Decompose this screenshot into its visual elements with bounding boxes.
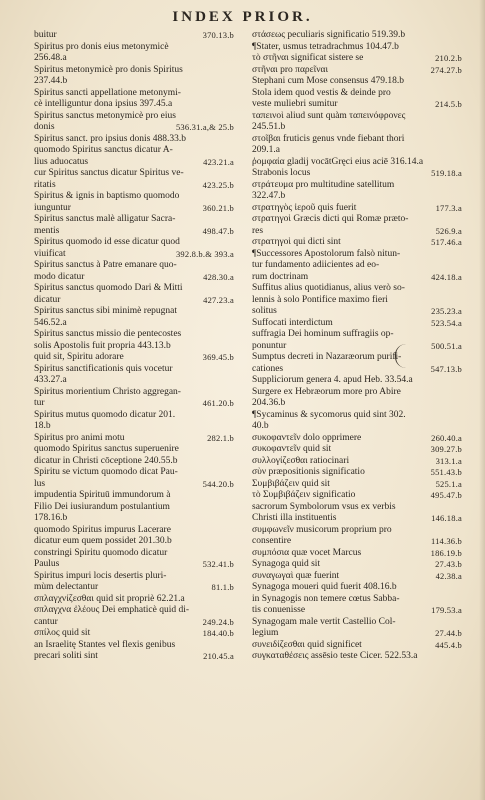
index-entry-text: viuificat (34, 248, 66, 259)
index-entry-text: συκοφαντεῖν quid sit (252, 444, 332, 454)
index-entry-reference: 370.13.b (202, 30, 234, 40)
index-entry-text: Spiritus pro donis eius metonymicè (34, 41, 169, 52)
index-entry-text: Synagogam male vertit Castellio Col- (252, 616, 396, 627)
index-entry-reference: 249.24.b (202, 616, 234, 627)
index-entry (34, 479, 234, 491)
index-entry (252, 122, 462, 134)
index-entry (252, 640, 462, 652)
index-entry (252, 180, 462, 192)
index-entry-reference: 495.47.b (430, 490, 462, 500)
index-entry (34, 191, 234, 203)
index-entry-reference: 260.40.a (431, 432, 462, 443)
index-entry-text: Spiritus quomodo id esse dicatur quod (34, 237, 180, 247)
index-entry-text: in Synagogis non temere cœtus Sabba- (252, 593, 400, 604)
index-entry (252, 226, 462, 238)
index-entry (34, 387, 234, 399)
index-entry (252, 191, 462, 203)
index-entry-text: συνειδίζεσθαι quid significet (252, 639, 362, 650)
index-entry-text: Συμβιβάζειν quid sit (252, 478, 330, 489)
index-entry (34, 605, 234, 617)
index-entry-text: Spiritus mutus quomodo dicatur 201. (34, 409, 176, 420)
index-entry (34, 122, 234, 134)
index-entry-text: donis (34, 122, 55, 132)
index-entry-text: Spiritu se victum quomodo dicat Pau- (34, 467, 178, 477)
index-entry-text: Stephani cum Mose consensus 479.18.b (252, 76, 404, 86)
index-entry (252, 364, 462, 376)
index-entry-reference: 536.31.a,& 25.b (175, 122, 234, 132)
index-entry (252, 99, 462, 111)
index-entry-reference: 500.51.a (431, 340, 462, 351)
index-entry (252, 651, 462, 663)
index-entry (34, 111, 234, 123)
index-entry (34, 559, 234, 571)
index-entry (34, 214, 234, 226)
index-entry-text: στρατηγοὶ qui dicti sint (252, 237, 341, 247)
index-entry (252, 548, 462, 560)
index-entry (252, 318, 462, 330)
index-entry-text: dicatur (34, 294, 61, 305)
index-entry-text: Filio Dei iusiurandum postulantium (34, 501, 170, 512)
index-entry (252, 375, 462, 387)
index-entry (34, 134, 234, 146)
index-entry-text: συκοφαντεῖν dolo opprimere (252, 432, 362, 443)
index-entry (34, 410, 234, 422)
index-entry-text: Surgere ex Hebræorum more pro Abire (252, 386, 401, 397)
index-entry (34, 157, 234, 169)
index-entry-reference: 146.18.a (431, 513, 462, 523)
index-column-left (34, 30, 234, 663)
index-entry-text: στοῖβαι fruticis genus vnde fiebant thori (252, 133, 405, 144)
index-entry-text: lius aduocatus (34, 156, 89, 167)
index-entry (34, 42, 234, 54)
index-entry (252, 490, 462, 502)
index-entry (34, 571, 234, 583)
index-entry-text: dicatur eum quem possidet 201.30.b (34, 536, 172, 546)
index-entry-reference: 526.9.a (435, 225, 462, 236)
index-entry-reference: 392.8.b.& 393.a (175, 248, 234, 259)
index-entry-text: Suppliciorum genera 4. apud Heb. 33.54.a (252, 375, 413, 385)
index-entry-text: mentis (34, 225, 60, 236)
index-entry (34, 467, 234, 479)
index-entry-text: 256.48.a (34, 53, 67, 63)
index-entry-text: Stola idem quod vestis & deinde pro (252, 87, 391, 98)
index-entry (34, 76, 234, 88)
index-entry (252, 525, 462, 537)
index-entry (252, 329, 462, 341)
index-entry-reference: 274.27.b (430, 64, 462, 75)
index-entry-text: ¶Successores Apostolorum falsò nitun- (252, 248, 401, 259)
index-entry-text: στράτευμα pro multitudine satellitum (252, 179, 395, 190)
index-entry-text: cè intelliguntur dona ipsius 397.45.a (34, 99, 173, 109)
index-entry-text: Suffitus alius quotidianus, alius verò so- (252, 283, 405, 293)
index-entry (34, 306, 234, 318)
index-entry (34, 65, 234, 77)
index-entry-text: Spiritus sanctificationis quis vocetur (34, 363, 173, 374)
index-entry-reference: 309.27.b (430, 444, 462, 454)
index-entry-text: 322.47.b (252, 191, 286, 201)
index-entry-reference: 27.43.b (435, 559, 462, 569)
index-entry-reference: 532.41.b (202, 559, 234, 569)
index-entry-text: Suffocati interdictum (252, 317, 333, 328)
index-entry-text: ponuntur (252, 340, 287, 351)
index-entry-reference: 547.13.b (430, 363, 462, 374)
index-entry-text: 237.44.b (34, 76, 68, 86)
index-entry-text: quid sit, Spiritu adorare (34, 352, 124, 362)
index-entry-text: precari soliti sint (34, 651, 98, 661)
index-entry-text: σπλαγχνα ἐλέους Dei emphaticè quid di- (34, 605, 190, 615)
index-entry (34, 364, 234, 376)
index-entry (34, 88, 234, 100)
index-entry (252, 421, 462, 433)
index-entry-reference: 428.30.a (203, 271, 234, 282)
index-entry-text: συλλογίζεσθαι ratiocinari (252, 455, 350, 466)
index-entry-text: quomodo Spiritus impurus Lacerare (34, 524, 171, 535)
index-entry-text: suffragia Dei hominum suffragiis op- (252, 329, 394, 339)
index-entry (252, 272, 462, 284)
index-entry (34, 99, 234, 111)
index-entry (252, 88, 462, 100)
index-entry (34, 53, 234, 65)
index-entry-text: quomodo Spiritus sanctus superuenire (34, 444, 179, 454)
index-entry-text: Spiritus sancti appellatione metonymi- (34, 87, 181, 98)
index-entry-text: tis conuenisse (252, 605, 306, 615)
index-entry-reference: 525.1.a (435, 478, 462, 489)
index-entry-text: cantur (34, 616, 58, 627)
index-entry (252, 605, 462, 617)
index-entry-text: σπλαγχνίζεσθαι quid sit propriè 62.21.a (34, 593, 185, 604)
index-entry (34, 237, 234, 249)
index-entry-text: Christi illa instituentis (252, 513, 337, 523)
index-entry-text: modo dicatur (34, 271, 85, 282)
index-entry-text: Synagoga quid sit (252, 559, 321, 569)
index-entry-reference: 114.36.b (430, 536, 462, 546)
index-entry-reference: 427.23.a (203, 294, 234, 305)
index-entry-text: συναγωγαὶ quæ fuerint (252, 570, 340, 581)
index-entry-reference: 282.1.b (207, 432, 234, 443)
index-entry-reference: 423.21.a (203, 156, 234, 167)
index-entry (252, 628, 462, 640)
index-entry-text: Spiritus & ignis in baptismo quomodo (34, 191, 180, 201)
index-entry (252, 352, 462, 364)
index-entry (252, 582, 462, 594)
index-entry (252, 617, 462, 629)
index-entry-text: legium (252, 628, 279, 638)
index-entry (34, 168, 234, 180)
index-entry-text: τὸ Συμβιβάζειν significatio (252, 490, 356, 500)
index-entry-text: sacrorum Symbolorum vsus ex verbis (252, 501, 396, 512)
index-entry (34, 444, 234, 456)
index-entry-text: iunguntur (34, 202, 71, 213)
index-entry-text: Spiritus sanctus sibi minimè repugnat (34, 306, 178, 316)
index-entry (252, 260, 462, 272)
index-entry-reference: 313.1.a (435, 455, 462, 466)
index-entry-text: cationes (252, 363, 284, 374)
index-entry-text: an Israelitę Stantes vel flexis genibus (34, 639, 176, 650)
index-entry (252, 433, 462, 445)
index-entry-text: 40.b (252, 421, 269, 431)
index-entry-text: dicatur in Christi cōceptione 240.55.b (34, 455, 178, 466)
index-entry-text: rum doctrinam (252, 271, 309, 282)
index-entry (252, 283, 462, 295)
index-entry-reference: 360.21.b (202, 202, 234, 213)
index-entry (34, 548, 234, 560)
index-entry-text: Spiritus metonymicè pro donis Spiritus (34, 64, 183, 75)
index-entry-reference: 519.18.a (431, 168, 462, 178)
index-entry-reference: 544.20.b (202, 478, 234, 489)
index-entry-reference: 184.40.b (202, 628, 234, 638)
index-entry (252, 536, 462, 548)
index-entry (34, 375, 234, 387)
index-entry-reference: 81.1.b (211, 582, 234, 592)
index-entry-text: quomodo Spiritus sanctus dicatur A- (34, 145, 173, 155)
index-entry (34, 341, 234, 353)
index-entry-text: Spiritus sanctus malè alligatur Sacra- (34, 214, 176, 224)
index-entry-reference: 210.2.b (435, 53, 462, 63)
index-entry-text: res (252, 225, 264, 236)
index-entry-text: solitus (252, 306, 277, 316)
index-column-right (252, 30, 462, 663)
index-entry (34, 226, 234, 238)
index-entry (252, 157, 462, 169)
index-entry (252, 30, 462, 42)
index-entry (252, 111, 462, 123)
index-entry-text: Spiritus pro animi motu (34, 432, 125, 443)
index-entry-text: στῆναι pro παρεῖναι (252, 64, 329, 75)
index-entry-text: ταπεινοὶ aliud sunt quàm ταπεινόφρονες (252, 110, 406, 121)
index-entry (252, 42, 462, 54)
index-entry-text: Sumptus decreti in Nazaræorum purifi- (252, 352, 402, 362)
index-entry-text: Paulus (34, 559, 60, 569)
index-entry-text: Spiritus morientium Christo aggregan- (34, 386, 181, 397)
index-entry (252, 203, 462, 215)
index-entry (252, 594, 462, 606)
index-entry-text: στάσεως peculiaris significatio 519.39.b (252, 30, 406, 40)
index-entry (252, 214, 462, 226)
index-entry-text: ¶Stater, usmus tetradrachmus 104.47.b (252, 41, 399, 52)
index-entry-text: 178.16.b (34, 513, 68, 523)
index-entry (34, 582, 234, 594)
index-entry-text: solis Apostolis fuit propria 443.13.b (34, 340, 171, 351)
index-entry (34, 433, 234, 445)
index-entry-text: buitur (34, 30, 57, 40)
index-entry-text: tur fundamento adiicientes ad eo- (252, 260, 380, 270)
page-title: INDEX PRIOR. (172, 9, 313, 25)
index-entry-text: τὸ στῆναι significat sistere se (252, 53, 364, 63)
index-entry (252, 341, 462, 353)
index-entry (252, 249, 462, 261)
index-entry (34, 295, 234, 307)
index-entry-text: Spiritus sanct. pro ipsius donis 488.33.b (34, 133, 187, 144)
index-entry (34, 283, 234, 295)
index-entry (252, 168, 462, 180)
index-entry (252, 306, 462, 318)
index-entry (252, 237, 462, 249)
index-entry (34, 260, 234, 272)
index-entry (34, 594, 234, 606)
index-entry (252, 398, 462, 410)
index-entry (34, 617, 234, 629)
index-entry (252, 145, 462, 157)
index-entry-text: ¶Sycaminus & sycomorus quid sint 302. (252, 409, 406, 420)
index-entry (252, 479, 462, 491)
index-entry-text: impudentia Spirituū immundorum à (34, 490, 171, 500)
index-entry-text: ritatis (34, 179, 56, 190)
index-entry (252, 53, 462, 65)
index-entry-reference: 210.45.a (203, 651, 234, 661)
index-entry-text: 433.27.a (34, 375, 67, 385)
index-entry (252, 134, 462, 146)
index-entry-reference: 177.3.a (435, 202, 462, 213)
index-entry (34, 536, 234, 548)
index-entry (34, 525, 234, 537)
index-entry-reference: 551.43.b (430, 467, 462, 477)
index-entry (34, 145, 234, 157)
index-entry-text: lus (34, 478, 46, 489)
index-entry-reference: 523.54.a (431, 317, 462, 328)
index-entry-reference: 27.44.b (435, 628, 462, 638)
index-entry (34, 421, 234, 433)
index-entry-text: συμπόσια quæ vocet Marcus (252, 547, 362, 558)
index-entry-text: στρατηγὸς ἱεροῦ quis fuerit (252, 202, 357, 213)
index-entry (34, 628, 234, 640)
index-entry-text: 245.51.b (252, 122, 286, 132)
index-entry-reference: 42.38.a (435, 570, 462, 581)
index-entry (34, 502, 234, 514)
index-entry-reference: 517.46.a (431, 237, 462, 247)
index-entry (34, 329, 234, 341)
index-entry-reference: 369.45.b (202, 352, 234, 362)
index-entry (252, 571, 462, 583)
index-entry-text: ῥομφαία gladij vocātGręci eius aciē 316.14.a (252, 156, 424, 167)
index-entry-text: σὺν præpositionis significatio (252, 467, 365, 477)
index-entry (252, 444, 462, 456)
index-entry-text: 204.36.b (252, 398, 286, 408)
index-entry (252, 387, 462, 399)
index-entry-reference: 186.19.b (430, 547, 462, 558)
index-entry-text: Synagoga moueri quid fuerit 408.16.b (252, 582, 397, 592)
index-entry (34, 249, 234, 261)
index-entry (252, 513, 462, 525)
index-entry-text: 18.b (34, 421, 51, 431)
index-entry (252, 502, 462, 514)
index-entry (34, 180, 234, 192)
index-entry-reference: 498.47.b (202, 225, 234, 236)
index-entry (252, 559, 462, 571)
index-entry (34, 640, 234, 652)
index-entry-text: Spiritus sanctus quomodo Dari & Mitti (34, 283, 183, 293)
index-entry (34, 272, 234, 284)
index-entry-reference: 423.25.b (202, 179, 234, 190)
index-entry (252, 65, 462, 77)
index-entry-text: Spiritus impuri locis desertis pluri- (34, 570, 167, 581)
index-entry-reference: 445.4.b (435, 639, 462, 650)
index-entry (34, 651, 234, 663)
index-entry (252, 76, 462, 88)
index-entry-reference: 214.5.b (435, 99, 462, 109)
index-entry-reference: 235.23.a (431, 306, 462, 316)
index-entry-text: consentire (252, 536, 292, 546)
index-entry (34, 490, 234, 502)
index-entry-text: συγκαταθέσεις assēsio teste Cicer. 522.53.a (252, 651, 418, 661)
index-entry (34, 203, 234, 215)
index-entry (34, 352, 234, 364)
index-entry-text: lennis à solo Pontifice maximo fieri (252, 294, 388, 305)
index-entry (34, 398, 234, 410)
index-entry (34, 456, 234, 468)
index-entry-text: tur (34, 398, 45, 408)
index-entry-text: 546.52.a (34, 317, 67, 328)
index-entry-text: Spiritus sanctus missio die pentecostes (34, 329, 182, 339)
index-entry-text: mùm delectantur (34, 582, 99, 592)
index-entry-text: veste muliebri sumitur (252, 99, 338, 109)
index-entry-reference: 424.18.a (431, 271, 462, 282)
index-entry (252, 410, 462, 422)
index-entry (252, 295, 462, 307)
index-entry (252, 467, 462, 479)
index-entry-text: Strabonis locus (252, 168, 311, 178)
index-entry-text: συμφωνεῖν musicorum proprium pro (252, 524, 392, 535)
index-entry-text: σπίλος quid sit (34, 628, 91, 638)
index-entry-text: Spiritus sanctus metonymicè pro eius (34, 110, 176, 121)
index-entry (34, 513, 234, 525)
index-entry-text: στρατηγοὶ Græcis dicti qui Romæ præto- (252, 214, 409, 224)
index-entry-text: constringi Spiritu quomodo dicatur (34, 547, 168, 558)
index-entry-reference: 461.20.b (202, 398, 234, 408)
index-entry-text: Spiritus sanctus à Patre emanare quo- (34, 260, 177, 270)
index-entry (34, 30, 234, 42)
index-entry-reference: 179.53.a (431, 605, 462, 615)
index-entry-text: 209.1.a (252, 145, 280, 155)
page-edge-shadow (479, 0, 485, 800)
index-entry (34, 318, 234, 330)
index-entry (252, 456, 462, 468)
index-entry-text: cur Spiritus sanctus dicatur Spiritus ve- (34, 168, 184, 178)
